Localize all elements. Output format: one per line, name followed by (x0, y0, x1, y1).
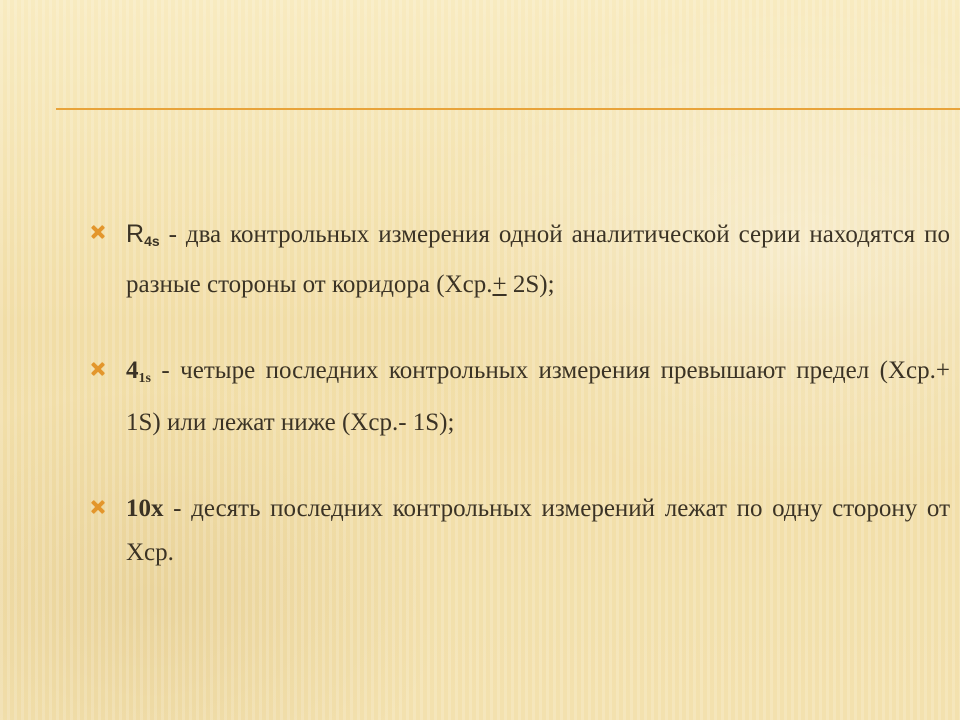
list-item-r4s (90, 212, 950, 307)
plus-minus-sign: + (492, 271, 507, 298)
list-item-10x (90, 487, 950, 575)
list-item-41s (90, 349, 950, 445)
x-bullet-icon (90, 361, 106, 377)
rule-code-10x: 10х (126, 495, 164, 522)
rule-text-r4s: - два контрольных измерения одной аналитической серии находятся по разные стороны от коридора (Хср. (126, 221, 950, 298)
rule-text-41s: - четыре последних контрольных измерения превышают предел (Хср.+ 1S) или лежат ниже (Хср.- 1S); (126, 357, 950, 436)
rules-list (90, 212, 950, 617)
rule-code-r4s: $R_{4s}$ (126, 220, 160, 249)
x-bullet-icon (90, 224, 106, 240)
rule-text-r4s-end: 2S); (506, 271, 555, 298)
title-divider-line (56, 108, 960, 110)
rule-text-10x: - десять последних контрольных измерений лежат по одну сторону от Хср. (126, 495, 950, 566)
rule-code-41s: $4_{1s}$ (126, 357, 151, 386)
x-bullet-icon (90, 499, 106, 515)
